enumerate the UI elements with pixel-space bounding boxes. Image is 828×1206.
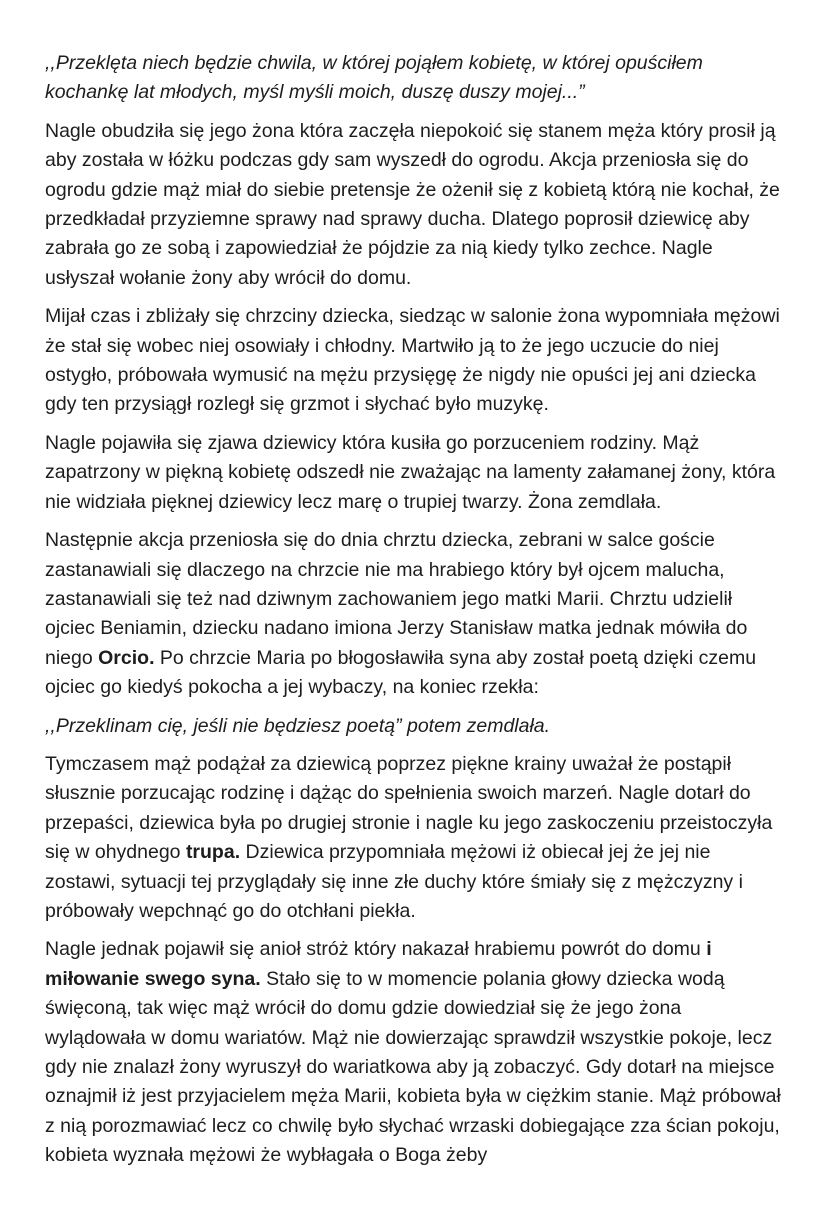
body-paragraph [45,526,784,702]
body-paragraph [45,935,784,1170]
text-run: Nagle pojawiła się zjawa dziewicy która kusiła go porzuceniem rodziny. Mąż zapatrzony w piękną kobietę odszedł nie zważając na lamenty załamanej żony, która nie widziała pięknej dziewicy lecz marę o trupiej twarzy. Żona zemdlała. [45,431,776,513]
text-run: Stało się to w momencie polania głowy dziecka wodą święconą, tak więc mąż wrócił do domu gdzie dowiedział się że jego żona wylądowała w domu wariatów. Mąż nie dowierzając sprawdził wszystkie pokoje, lecz gdy nie znalazł żony wyruszył do wariatkowa aby ją zobaczyć. Gdy dotarł na miejsce oznajmił iż jest przyjacielem męża Marii, kobieta była w ciężkim stanie. Mąż próbował z nią porozmawiać lecz co chwilę było słychać wrzaski dobiegające zza ścian pokoju, kobieta wyznała mężowi że wybłagała o Boga żeby [45,967,781,1167]
text-run: Dziewica przypomniała mężowi iż obiecał jej że jej nie zostawi, sytuacji tej przyglądały się inne złe duchy które śmiały się z mężczyzny i próbowały wepchnąć go do otchłani piekła. [45,841,743,922]
body-paragraph [45,117,784,293]
text-run: Mijał czas i zbliżały się chrzciny dziecka, siedząc w salonie żona wypomniała mężowi że stał się wobec niej osowiały i chłodny. Martwiło ją to że jego uczucie do niej ostygło, próbowała wymusić na mężu przysięgę że nigdy nie opuści jej ani dziecka gdy ten przysiągł rozległ się grzmot i słychać było muzykę. [45,305,780,416]
text-run: ,,Przeklęta niech będzie chwila, w której pojąłem kobietę, w której opuściłem kochankę lat młodych, myśl myśli moich, duszę duszy mojej...” [45,52,703,104]
quote-paragraph [45,712,784,741]
bold-text-run: i miłowanie swego syna. [45,938,712,990]
text-run: Następnie akcja przeniosła się do dnia chrztu dziecka, zebrani w salce goście zastanawiali się dlaczego na chrzcie nie ma hrabiego który był ojcem malucha, zastanawiali się też nad dziwnym zachowaniem jego matki Marii. Chrztu udzielił ojciec Beniamin, dziecku nadano imiona Jerzy Stanisław matka jednak mówiła do niego [45,529,748,669]
text-run: Tymczasem mąż podążał za dziewicą poprzez piękne krainy uważał że postąpił słusznie porzucając rodzinę i dążąc do spełnienia swoich marzeń. Nagle dotarł do przepaści, dziewica była po drugiej stronie i nagle ku jego zaskoczeniu przeistoczyła się w ohydnego [45,752,773,864]
text-run: Nagle obudziła się jego żona która zaczęła niepokoić się stanem męża który prosił ją aby została w łóżku podczas gdy sam wyszedł do ogrodu. Akcja przeniosła się do ogrodu gdzie mąż miał do siebie pretensje że ożenił się z kobietą którą nie kochał, że przedkładał przyziemne sprawy nad sprawy ducha. Dlatego poprosił dziewicę aby zabrała go ze sobą i zapowiedział że pójdzie za nią kiedy tylko zechce. Nagle usłyszał wołanie żony aby wrócił do domu. [45,119,780,289]
text-run: ,,Przeklinam cię, jeśli nie będziesz poetą” potem zemdlała. [45,714,551,737]
quote-paragraph [45,49,784,108]
text-run: Nagle jednak pojawił się anioł stróż który nakazał hrabiemu powrót do domu [45,938,707,961]
body-paragraph [45,750,784,926]
text-run: Po chrzcie Maria po błogosławiła syna aby został poetą dzięki czemu ojciec go kiedyś pokocha a jej wybaczy, na koniec rzekła: [45,646,757,699]
body-paragraph [45,302,784,420]
bold-text-run: trupa. [185,841,241,864]
body-paragraph [45,429,784,517]
bold-text-run: Orcio. [98,646,155,669]
